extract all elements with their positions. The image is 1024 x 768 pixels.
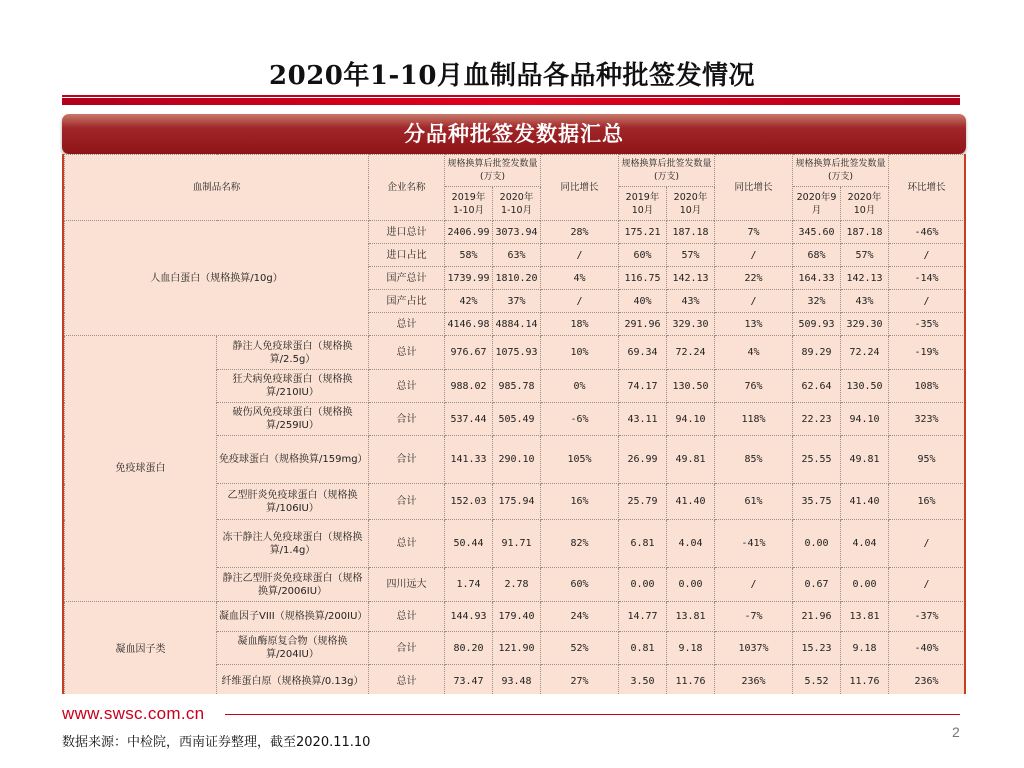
cell-company: 总计 (369, 602, 445, 632)
cell-value: 988.02 (445, 370, 493, 403)
cell-value: 80.20 (445, 632, 493, 665)
cell-value: -6% (541, 403, 619, 436)
cell-value: 2406.99 (445, 221, 493, 244)
cell-value: / (889, 568, 965, 602)
cell-value: 116.75 (619, 267, 667, 290)
cell-value: 345.60 (793, 221, 841, 244)
cell-value: -35% (889, 313, 965, 336)
data-source-note: 数据来源：中检院，西南证券整理，截至2020.11.10 (62, 735, 371, 750)
cell-value: -14% (889, 267, 965, 290)
cell-value: 6.81 (619, 520, 667, 568)
cell-value: 61% (715, 484, 793, 520)
cell-value: 85% (715, 436, 793, 484)
header-yoy-2: 同比增长 (715, 155, 793, 221)
cell-value: 164.33 (793, 267, 841, 290)
cell-value: 15.23 (793, 632, 841, 665)
cell-value: 187.18 (667, 221, 715, 244)
footer-divider (225, 714, 960, 715)
section-banner-text: 分品种批签发数据汇总 (404, 122, 624, 146)
cell-value: 0.81 (619, 632, 667, 665)
cell-company: 总计 (369, 370, 445, 403)
cell-value: / (889, 244, 965, 267)
header-company: 企业名称 (369, 155, 445, 221)
cell-value: -7% (715, 602, 793, 632)
cell-value: -41% (715, 520, 793, 568)
cell-value: 4884.14 (493, 313, 541, 336)
cell-value: 40% (619, 290, 667, 313)
cell-value: 49.81 (841, 436, 889, 484)
cell-value: 16% (889, 484, 965, 520)
cell-company: 总计 (369, 520, 445, 568)
header-2020-oct-b: 2020年10月 (841, 187, 889, 221)
page-number: 2 (952, 724, 960, 740)
cell-value: 290.10 (493, 436, 541, 484)
cell-company: 国产占比 (369, 290, 445, 313)
cell-product: 破伤风免疫球蛋白（规格换算/259IU） (217, 403, 369, 436)
cell-value: 236% (715, 665, 793, 695)
cell-value: 82% (541, 520, 619, 568)
cell-value: 291.96 (619, 313, 667, 336)
cell-value: 35.75 (793, 484, 841, 520)
cell-value: 4% (715, 336, 793, 370)
cell-company: 合计 (369, 484, 445, 520)
cell-value: 3073.94 (493, 221, 541, 244)
cell-value: 14.77 (619, 602, 667, 632)
cell-value: 187.18 (841, 221, 889, 244)
cell-value: / (715, 568, 793, 602)
cell-value: 537.44 (445, 403, 493, 436)
cell-value: 27% (541, 665, 619, 695)
header-2020-sep: 2020年9月 (793, 187, 841, 221)
group-coagulation: 凝血因子类 (65, 602, 217, 695)
cell-value: 21.96 (793, 602, 841, 632)
cell-product: 凝血因子VIII（规格换算/200IU） (217, 602, 369, 632)
cell-value: 1739.99 (445, 267, 493, 290)
cell-company: 合计 (369, 436, 445, 484)
cell-value: 236% (889, 665, 965, 695)
cell-value: 0.00 (667, 568, 715, 602)
group-immunoglobulin: 免疫球蛋白 (65, 336, 217, 602)
cell-value: 50.44 (445, 520, 493, 568)
cell-value: 91.71 (493, 520, 541, 568)
cell-company: 总计 (369, 336, 445, 370)
title-divider-bar (62, 98, 960, 105)
cell-value: 11.76 (841, 665, 889, 695)
header-2020-oct: 2020年10月 (667, 187, 715, 221)
cell-value: -40% (889, 632, 965, 665)
cell-value: 73.47 (445, 665, 493, 695)
cell-value: 329.30 (667, 313, 715, 336)
cell-value: 68% (793, 244, 841, 267)
cell-value: 13.81 (841, 602, 889, 632)
table-row (65, 602, 965, 632)
cell-value: 41.40 (667, 484, 715, 520)
cell-value: 141.33 (445, 436, 493, 484)
header-row-1 (65, 155, 965, 187)
cell-company: 进口总计 (369, 221, 445, 244)
cell-value: 10% (541, 336, 619, 370)
cell-value: 4.04 (841, 520, 889, 568)
cell-value: -46% (889, 221, 965, 244)
cell-value: 52% (541, 632, 619, 665)
cell-value: / (541, 244, 619, 267)
cell-company: 合计 (369, 632, 445, 665)
cell-value: 60% (541, 568, 619, 602)
cell-value: 43% (841, 290, 889, 313)
cell-value: 0% (541, 370, 619, 403)
data-table-container (62, 154, 966, 694)
cell-value: 49.81 (667, 436, 715, 484)
cell-value: 4146.98 (445, 313, 493, 336)
cell-value: 95% (889, 436, 965, 484)
cell-value: / (715, 244, 793, 267)
cell-product: 静注乙型肝炎免疫球蛋白（规格换算/2006IU） (217, 568, 369, 602)
cell-value: 74.17 (619, 370, 667, 403)
cell-value: 57% (667, 244, 715, 267)
cell-value: 37% (493, 290, 541, 313)
cell-value: 25.55 (793, 436, 841, 484)
cell-value: -37% (889, 602, 965, 632)
cell-value: 121.90 (493, 632, 541, 665)
cell-value: 43% (667, 290, 715, 313)
cell-value: 152.03 (445, 484, 493, 520)
cell-value: 13% (715, 313, 793, 336)
cell-value: 0.00 (793, 520, 841, 568)
cell-value: 1810.20 (493, 267, 541, 290)
cell-value: 0.00 (841, 568, 889, 602)
cell-value: 58% (445, 244, 493, 267)
cell-value: 57% (841, 244, 889, 267)
header-group-2: 规格换算后批签发数量(万支) (619, 155, 715, 187)
cell-value: 60% (619, 244, 667, 267)
cell-value: 76% (715, 370, 793, 403)
cell-value: 7% (715, 221, 793, 244)
cell-product: 狂犬病免疫球蛋白（规格换算/210IU） (217, 370, 369, 403)
cell-value: 2.78 (493, 568, 541, 602)
cell-value: / (889, 520, 965, 568)
cell-product: 免疫球蛋白（规格换算/159mg） (217, 436, 369, 484)
cell-value: 25.79 (619, 484, 667, 520)
cell-company: 四川远大 (369, 568, 445, 602)
cell-value: 32% (793, 290, 841, 313)
cell-value: 69.34 (619, 336, 667, 370)
cell-value: 505.49 (493, 403, 541, 436)
header-group-3: 规格换算后批签发数量(万支) (793, 155, 889, 187)
cell-value: 9.18 (841, 632, 889, 665)
batch-release-table (64, 154, 965, 694)
cell-value: 1.74 (445, 568, 493, 602)
cell-value: 22.23 (793, 403, 841, 436)
title-divider-thin (62, 95, 960, 97)
cell-value: 144.93 (445, 602, 493, 632)
cell-product: 静注人免疫球蛋白（规格换算/2.5g） (217, 336, 369, 370)
cell-product: 凝血酶原复合物（规格换算/204IU） (217, 632, 369, 665)
cell-value: 94.10 (667, 403, 715, 436)
table-row (65, 336, 965, 370)
cell-value: 9.18 (667, 632, 715, 665)
cell-value: / (889, 290, 965, 313)
cell-value: 62.64 (793, 370, 841, 403)
cell-value: 24% (541, 602, 619, 632)
cell-value: 22% (715, 267, 793, 290)
cell-value: 0.00 (619, 568, 667, 602)
cell-value: 11.76 (667, 665, 715, 695)
cell-product: 乙型肝炎免疫球蛋白（规格换算/106IU） (217, 484, 369, 520)
cell-value: 1037% (715, 632, 793, 665)
footer-website[interactable]: www.swsc.com.cn (62, 704, 205, 723)
cell-value: 3.50 (619, 665, 667, 695)
cell-value: 4.04 (667, 520, 715, 568)
header-yoy-1: 同比增长 (541, 155, 619, 221)
cell-value: 142.13 (667, 267, 715, 290)
cell-value: 94.10 (841, 403, 889, 436)
cell-value: 1075.93 (493, 336, 541, 370)
section-banner (62, 114, 966, 154)
cell-value: 4% (541, 267, 619, 290)
cell-value: 323% (889, 403, 965, 436)
cell-value: -19% (889, 336, 965, 370)
header-group-1: 规格换算后批签发数量(万支) (445, 155, 541, 187)
cell-value: 329.30 (841, 313, 889, 336)
table-row (65, 221, 965, 244)
cell-value: 105% (541, 436, 619, 484)
cell-value: 13.81 (667, 602, 715, 632)
cell-value: 93.48 (493, 665, 541, 695)
cell-value: 130.50 (841, 370, 889, 403)
group-albumin: 人血白蛋白（规格换算/10g） (65, 221, 369, 336)
cell-value: 42% (445, 290, 493, 313)
cell-value: 89.29 (793, 336, 841, 370)
cell-product: 冻干静注人免疫球蛋白（规格换算/1.4g） (217, 520, 369, 568)
header-mom: 环比增长 (889, 155, 965, 221)
cell-value: 108% (889, 370, 965, 403)
cell-value: / (541, 290, 619, 313)
cell-product: 纤维蛋白原（规格换算/0.13g） (217, 665, 369, 695)
header-2019-oct: 2019年10月 (619, 187, 667, 221)
cell-value: 976.67 (445, 336, 493, 370)
cell-value: 72.24 (667, 336, 715, 370)
cell-company: 合计 (369, 403, 445, 436)
cell-value: 28% (541, 221, 619, 244)
cell-value: 985.78 (493, 370, 541, 403)
cell-company: 总计 (369, 665, 445, 695)
cell-value: 18% (541, 313, 619, 336)
page-title: 2020年1-10月血制品各品种批签发情况 (269, 61, 755, 91)
cell-value: 63% (493, 244, 541, 267)
cell-value: 118% (715, 403, 793, 436)
cell-value: 179.40 (493, 602, 541, 632)
cell-value: 142.13 (841, 267, 889, 290)
cell-value: 509.93 (793, 313, 841, 336)
cell-value: 43.11 (619, 403, 667, 436)
cell-value: 26.99 (619, 436, 667, 484)
cell-company: 国产总计 (369, 267, 445, 290)
cell-value: / (715, 290, 793, 313)
cell-value: 175.21 (619, 221, 667, 244)
cell-value: 72.24 (841, 336, 889, 370)
cell-value: 16% (541, 484, 619, 520)
cell-value: 0.67 (793, 568, 841, 602)
header-2019-jan-oct: 2019年1-10月 (445, 187, 493, 221)
cell-value: 175.94 (493, 484, 541, 520)
cell-value: 5.52 (793, 665, 841, 695)
cell-company: 进口占比 (369, 244, 445, 267)
cell-value: 130.50 (667, 370, 715, 403)
header-2020-jan-oct: 2020年1-10月 (493, 187, 541, 221)
header-product-name: 血制品名称 (65, 155, 369, 221)
cell-company: 总计 (369, 313, 445, 336)
cell-value: 41.40 (841, 484, 889, 520)
